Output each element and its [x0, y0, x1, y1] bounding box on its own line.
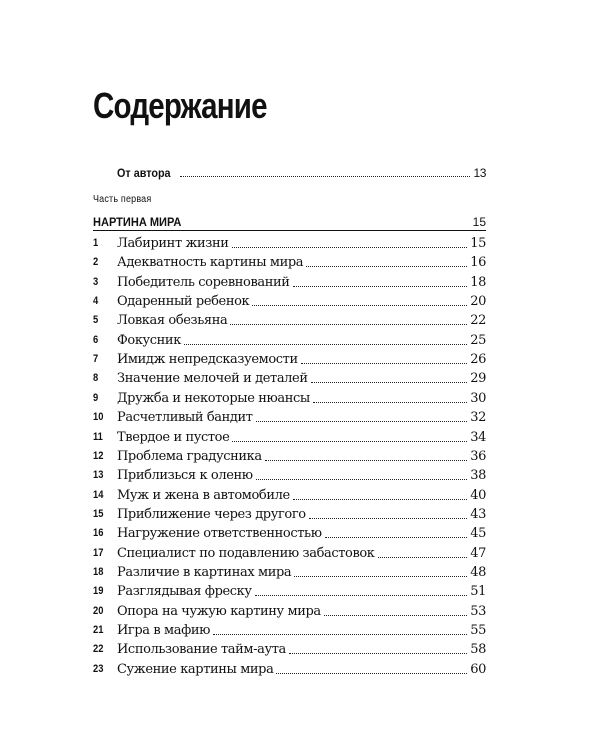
chapter-page: 38	[470, 468, 486, 484]
dot-leader	[180, 176, 471, 177]
chapter-number: 22	[93, 643, 104, 656]
dot-leader	[255, 595, 468, 596]
chapter-title: Дружба и некоторые нюансы	[117, 390, 310, 406]
chapter-title: Сужение картины мира	[117, 661, 274, 677]
chapter-page: 60	[470, 661, 486, 677]
toc-entry-chapter[interactable]	[93, 252, 486, 271]
chapter-page: 51	[470, 584, 486, 600]
toc-entry-chapter[interactable]	[93, 407, 486, 426]
chapter-page: 55	[470, 623, 486, 638]
chapter-page: 58	[470, 642, 486, 658]
chapter-title: Лабиринт жизни	[117, 236, 229, 251]
dot-leader	[306, 266, 467, 267]
toc-entry-chapter[interactable]	[93, 427, 486, 446]
dot-leader	[232, 441, 467, 442]
chapter-page: 53	[470, 603, 486, 619]
toc-entry-chapter[interactable]	[93, 562, 486, 581]
chapter-number: 10	[93, 411, 104, 424]
chapter-number: 5	[93, 314, 99, 327]
chapter-title: Специалист по подавлению забастовок	[117, 545, 375, 561]
chapter-title: Расчетливый бандит	[117, 410, 253, 426]
chapter-title: Фокусник	[117, 332, 181, 348]
chapter-page: 47	[470, 545, 486, 561]
chapter-page: 18	[470, 274, 486, 290]
part-divider	[93, 230, 486, 231]
chapter-title: Муж и жена в автомобиле	[117, 487, 290, 503]
chapter-title: Приблизься к оленю	[117, 468, 253, 484]
part-label: Часть первая	[93, 194, 152, 205]
chapter-page: 36	[470, 448, 486, 464]
chapter-page: 25	[470, 332, 486, 348]
dot-leader	[293, 499, 467, 500]
toc-entry-chapter[interactable]	[93, 523, 486, 542]
chapter-page: 43	[470, 506, 486, 522]
dot-leader	[184, 344, 467, 345]
toc-entry-chapter[interactable]	[93, 330, 486, 349]
chapter-number: 9	[93, 391, 99, 404]
chapter-title: Значение мелочей и деталей	[117, 371, 308, 387]
chapter-number: 23	[93, 662, 104, 675]
toc-entry-chapter[interactable]	[93, 465, 486, 484]
part-page: 15	[472, 215, 486, 229]
chapter-page: 45	[470, 526, 486, 542]
toc-entry-chapter[interactable]	[93, 659, 486, 678]
chapter-number: 14	[93, 488, 104, 501]
chapter-title: Твердое и пустое	[117, 429, 230, 445]
toc-entry-chapter[interactable]	[93, 388, 486, 407]
dot-leader	[324, 615, 467, 616]
chapter-title: Опора на чужую картину мира	[117, 603, 321, 619]
chapter-title: Одаренный ребенок	[117, 294, 250, 310]
entry-number	[93, 180, 113, 181]
chapter-page: 15	[470, 236, 486, 251]
chapter-number: 13	[93, 469, 104, 482]
dot-leader	[289, 653, 467, 654]
chapter-page: 16	[470, 255, 486, 271]
chapter-page: 48	[470, 564, 486, 580]
chapter-page: 30	[470, 390, 486, 406]
toc-entry-chapter[interactable]	[93, 368, 486, 387]
chapter-title: Проблема градусника	[117, 448, 262, 464]
chapter-number: 2	[93, 256, 99, 269]
chapter-number: 18	[93, 565, 104, 578]
dot-leader	[276, 673, 467, 674]
chapter-page: 22	[470, 313, 486, 329]
toc-entry-chapter[interactable]	[93, 485, 486, 504]
chapter-number: 4	[93, 295, 99, 308]
dot-leader	[325, 537, 468, 538]
chapter-page: 26	[470, 352, 486, 368]
chapter-title: Различие в картинах мира	[117, 564, 292, 580]
chapter-page: 34	[470, 429, 486, 445]
chapter-number: 11	[93, 430, 103, 443]
dot-leader	[230, 324, 467, 325]
chapter-number: 6	[93, 333, 99, 346]
dot-leader	[311, 382, 468, 383]
chapter-title: Ловкая обезьяна	[117, 313, 228, 329]
toc-entry-chapter[interactable]	[93, 233, 486, 252]
chapter-title: Приближение через другого	[117, 506, 306, 522]
dot-leader	[232, 247, 468, 248]
chapter-number: 15	[93, 507, 104, 520]
toc-entry-chapter[interactable]	[93, 349, 486, 368]
chapter-number: 7	[93, 353, 99, 366]
dot-leader	[256, 479, 468, 480]
chapter-page: 32	[470, 410, 486, 426]
chapter-page: 40	[470, 487, 486, 503]
toc-entry-chapter[interactable]	[93, 272, 486, 291]
chapter-number: 16	[93, 527, 104, 540]
chapter-title: Разглядывая фреску	[117, 584, 252, 600]
chapter-number: 20	[93, 604, 104, 617]
chapter-title: Игра в мафию	[117, 623, 211, 638]
toc-entry-chapter[interactable]	[93, 446, 486, 465]
dot-leader	[309, 518, 468, 519]
chapter-number: 1	[93, 237, 99, 249]
part-title: НАРТИНА МИРА	[93, 215, 182, 229]
chapter-number: 3	[93, 275, 99, 288]
toc-entry-chapter[interactable]	[93, 504, 486, 523]
toc-entry-chapter[interactable]	[93, 620, 486, 639]
toc-entry-author[interactable]	[93, 162, 486, 181]
chapter-title: Адекватность картины мира	[117, 255, 304, 271]
chapter-page: 29	[470, 371, 486, 387]
chapter-page: 20	[470, 294, 486, 310]
toc-entry-chapter[interactable]	[93, 581, 486, 600]
chapter-number: 8	[93, 372, 99, 385]
chapter-title: Нагружение ответственностью	[117, 526, 322, 542]
chapter-number: 21	[93, 624, 104, 636]
toc-entry-chapter[interactable]	[93, 291, 486, 310]
part-header[interactable]	[93, 211, 486, 230]
dot-leader	[313, 402, 467, 403]
dot-leader	[294, 576, 467, 577]
toc-entry-chapter[interactable]	[93, 310, 486, 329]
chapter-title: Имидж непредсказуемости	[117, 352, 298, 368]
toc-entry-chapter[interactable]	[93, 601, 486, 620]
dot-leader	[378, 557, 468, 558]
dot-leader	[265, 460, 468, 461]
toc-entry-chapter[interactable]	[93, 639, 486, 658]
entry-page: 13	[473, 166, 486, 180]
toc-entry-chapter[interactable]	[93, 543, 486, 562]
dot-leader	[252, 305, 467, 306]
chapter-number: 19	[93, 585, 104, 598]
page-title: Содержание	[93, 85, 267, 126]
chapter-title: Победитель соревнований	[117, 274, 290, 290]
chapter-title: Использование тайм-аута	[117, 642, 286, 658]
dot-leader	[301, 363, 468, 364]
chapter-number: 17	[93, 546, 104, 559]
dot-leader	[293, 286, 468, 287]
entry-title: От автора	[117, 166, 171, 180]
chapter-number: 12	[93, 449, 104, 462]
dot-leader	[213, 634, 467, 635]
dot-leader	[256, 421, 468, 422]
